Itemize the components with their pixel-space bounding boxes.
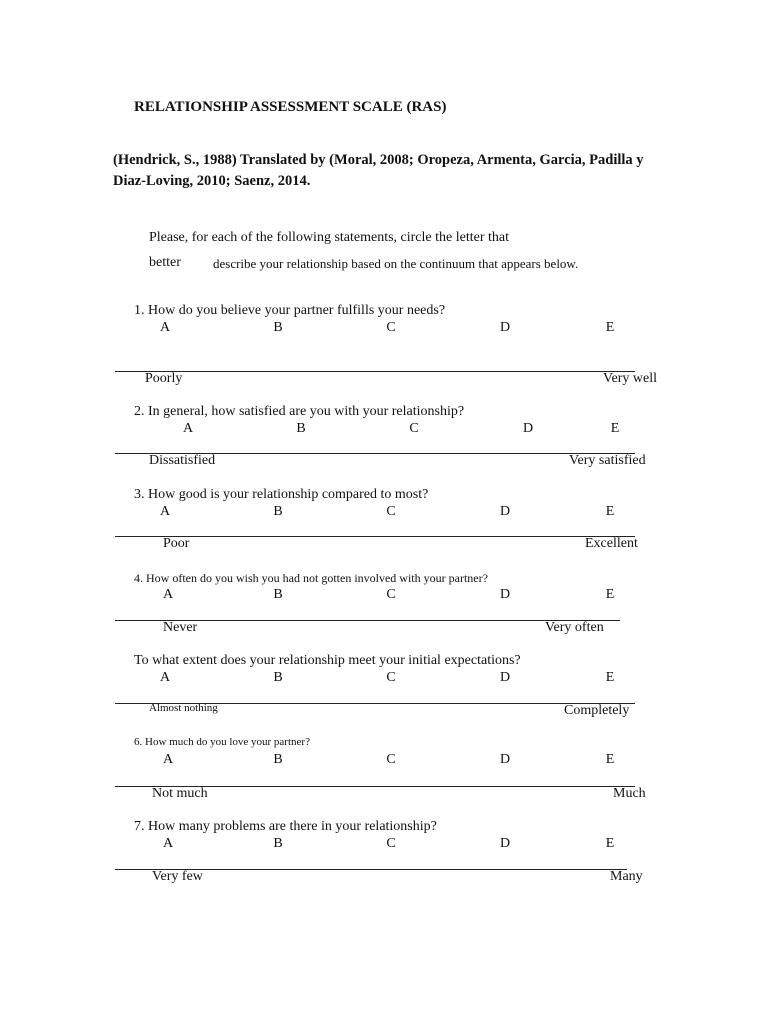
- anchor-low: Not much: [152, 786, 208, 801]
- option-d[interactable]: D: [499, 587, 511, 602]
- option-a[interactable]: A: [162, 836, 174, 851]
- option-e[interactable]: E: [605, 752, 615, 767]
- option-b[interactable]: B: [273, 752, 283, 767]
- citation: (Hendrick, S., 1988) Translated by (Moral, 2008; Oropeza, Armenta, Garcia, Padilla y Diaz-Loving, 2010; Saenz, 2014.: [113, 152, 644, 189]
- option-e[interactable]: E: [605, 320, 615, 335]
- option-a[interactable]: A: [162, 587, 174, 602]
- instructions-line-2: describe your relationship based on the continuum that appears below.: [213, 256, 579, 271]
- option-b[interactable]: B: [273, 587, 283, 602]
- option-d[interactable]: D: [522, 421, 534, 436]
- question-1: 1. How do you believe your partner fulfills your needs?: [134, 303, 446, 318]
- option-d[interactable]: D: [499, 320, 511, 335]
- option-a[interactable]: A: [159, 504, 171, 519]
- option-b[interactable]: B: [273, 670, 283, 685]
- option-d[interactable]: D: [499, 670, 511, 685]
- option-a[interactable]: A: [162, 752, 174, 767]
- anchor-high: Many: [610, 869, 643, 884]
- scale-line: [115, 536, 635, 537]
- option-a[interactable]: A: [182, 421, 194, 436]
- question-4: 4. How often do you wish you had not gotten involved with your partner?: [134, 571, 488, 585]
- anchor-high: Very often: [545, 620, 604, 635]
- anchor-high: Very well: [603, 371, 658, 386]
- option-b[interactable]: B: [273, 320, 283, 335]
- option-e[interactable]: E: [605, 587, 615, 602]
- question-2: 2. In general, how satisfied are you with your relationship?: [134, 404, 465, 419]
- document-title: RELATIONSHIP ASSESSMENT SCALE (RAS): [134, 99, 447, 115]
- option-b[interactable]: B: [296, 421, 306, 436]
- anchor-low: Never: [163, 620, 198, 635]
- option-c[interactable]: C: [386, 587, 396, 602]
- anchor-low: Dissatisfied: [149, 453, 216, 468]
- option-c[interactable]: C: [386, 670, 396, 685]
- option-a[interactable]: A: [159, 670, 171, 685]
- question-7: 7. How many problems are there in your relationship?: [134, 819, 437, 834]
- option-d[interactable]: D: [499, 752, 511, 767]
- anchor-high: Very satisfied: [569, 453, 646, 468]
- option-b[interactable]: B: [273, 836, 283, 851]
- option-c[interactable]: C: [409, 421, 419, 436]
- option-e[interactable]: E: [605, 836, 615, 851]
- instructions-line-1: Please, for each of the following statements, circle the letter that: [149, 230, 509, 245]
- option-c[interactable]: C: [386, 504, 396, 519]
- anchor-low: Poorly: [145, 371, 183, 386]
- question-6: 6. How much do you love your partner?: [134, 736, 310, 748]
- anchor-high: Completely: [564, 703, 630, 718]
- anchor-low: Very few: [152, 869, 203, 884]
- option-b[interactable]: B: [273, 504, 283, 519]
- option-e[interactable]: E: [605, 670, 615, 685]
- option-a[interactable]: A: [159, 320, 171, 335]
- question-3: 3. How good is your relationship compared to most?: [134, 487, 429, 502]
- anchor-low: Almost nothing: [149, 702, 218, 714]
- option-c[interactable]: C: [386, 320, 396, 335]
- option-e[interactable]: E: [610, 421, 620, 436]
- scale-line: [115, 371, 635, 372]
- option-c[interactable]: C: [386, 752, 396, 767]
- option-e[interactable]: E: [605, 504, 615, 519]
- option-d[interactable]: D: [499, 504, 511, 519]
- anchor-low: Poor: [163, 536, 190, 551]
- instructions-word-better: better: [149, 255, 181, 270]
- option-d[interactable]: D: [499, 836, 511, 851]
- anchor-high: Excellent: [585, 536, 638, 551]
- anchor-high: Much: [613, 786, 646, 801]
- option-c[interactable]: C: [386, 836, 396, 851]
- question-5: To what extent does your relationship meet your initial expectations?: [134, 653, 521, 668]
